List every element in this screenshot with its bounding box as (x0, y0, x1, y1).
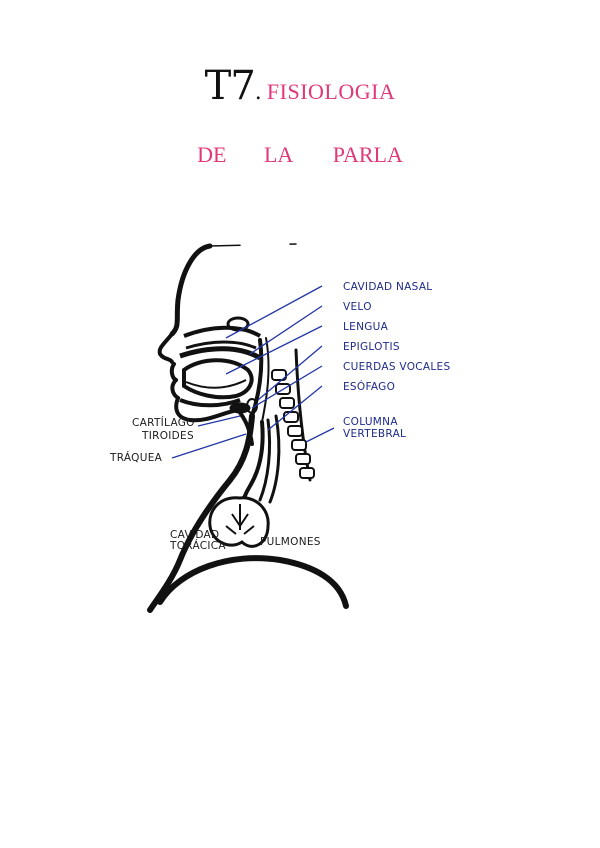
title-text: FISIOLOGIA (266, 79, 396, 104)
label-toracica: TORÁCICA (170, 540, 226, 552)
subtitle-word-1: DE (197, 142, 227, 167)
subtitle-word-3: PARLA (332, 142, 403, 167)
nasal-cavity (184, 318, 260, 348)
label-cartilago: CARTÍLAGO (132, 417, 195, 429)
thoracic-cavity (160, 558, 346, 606)
label-vertebral: VERTEBRAL (343, 428, 407, 440)
label-esofago: ESÓFAGO (343, 381, 396, 393)
page-title (0, 63, 600, 109)
label-pulmones: PULMONES (260, 536, 321, 548)
label-epiglotis: EPIGLOTIS (343, 341, 400, 353)
page-subtitle (0, 142, 600, 168)
chapter-number: T7 (204, 63, 255, 109)
title-separator: . (254, 80, 262, 105)
label-cavidad: CAVIDAD (170, 529, 220, 541)
subtitle-word-2: LA (263, 142, 294, 167)
label-tiroides: TIROIDES (142, 430, 194, 442)
label-traquea: TRÁQUEA (110, 452, 163, 464)
label-velo: VELO (343, 301, 372, 313)
label-cavidad-nasal: CAVIDAD NASAL (343, 281, 433, 293)
label-cuerdas-vocales: CUERDAS VOCALES (343, 361, 451, 373)
label-columna: COLUMNA (343, 416, 398, 428)
label-lengua: LENGUA (343, 321, 389, 333)
oral-cavity (180, 349, 260, 406)
speech-anatomy-diagram (100, 230, 500, 620)
